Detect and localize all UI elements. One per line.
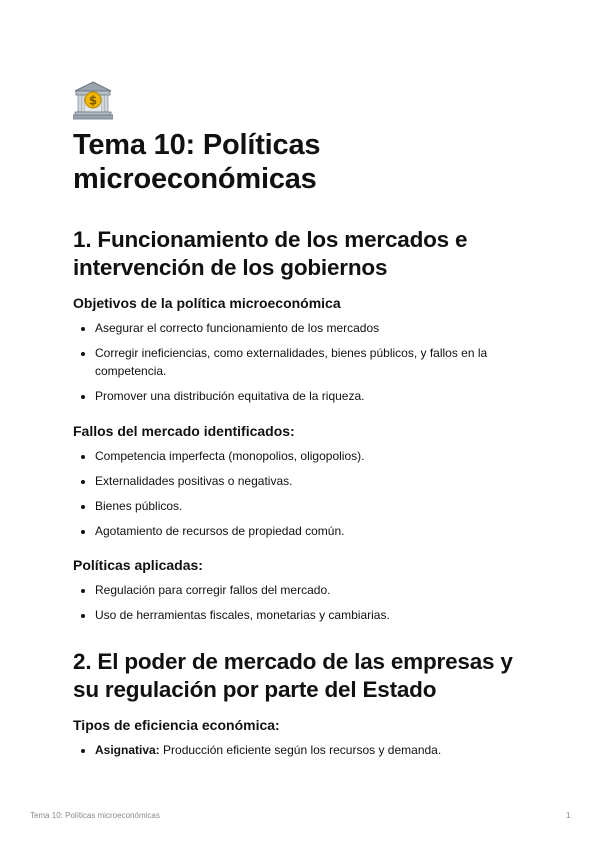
section-heading: 2. El poder de mercado de las empresas y su regulación por parte del Estado [73,649,513,702]
section-heading: 1. Funcionamiento de los mercados e intervención de los gobiernos [73,227,468,280]
bullet-list [73,742,528,767]
subsection-heading: Fallos del mercado identificados: [73,423,295,439]
bullet-list [73,448,528,548]
term-label: Asignativa: [95,743,160,757]
list-item: Agotamiento de recursos de propiedad común. [73,523,528,541]
list-item: Regulación para corregir fallos del mercado. [73,582,528,600]
list-item: Externalidades positivas o negativas. [73,473,528,491]
bullet-list [73,320,528,413]
bullet-list [73,582,528,632]
list-item: Asegurar el correcto funcionamiento de los mercados [73,320,528,338]
page-number: 1 [566,811,571,820]
bank-icon [73,80,113,120]
term-description: Producción eficiente según los recursos y demanda. [159,743,442,757]
list-item: Uso de herramientas fiscales, monetarias y cambiarias. [73,607,528,625]
subsection-heading: Tipos de eficiencia económica: [73,717,280,733]
subsection-heading: Objetivos de la política microeconómica [73,295,341,311]
list-item: Competencia imperfecta (monopolios, oligopolios). [73,448,528,466]
subsection-heading: Políticas aplicadas: [73,557,203,573]
list-item: Promover una distribución equitativa de la riqueza. [73,388,528,406]
list-item [73,742,528,760]
page-title: Tema 10: Políticas microeconómicas [73,129,321,195]
list-item: Bienes públicos. [73,498,528,516]
svg-text:$: $ [88,93,98,108]
footer-title: Tema 10: Políticas microeconómicas [30,811,160,820]
list-item: Corregir ineficiencias, como externalidades, bienes públicos, y fallos en la competencia. [73,345,528,380]
